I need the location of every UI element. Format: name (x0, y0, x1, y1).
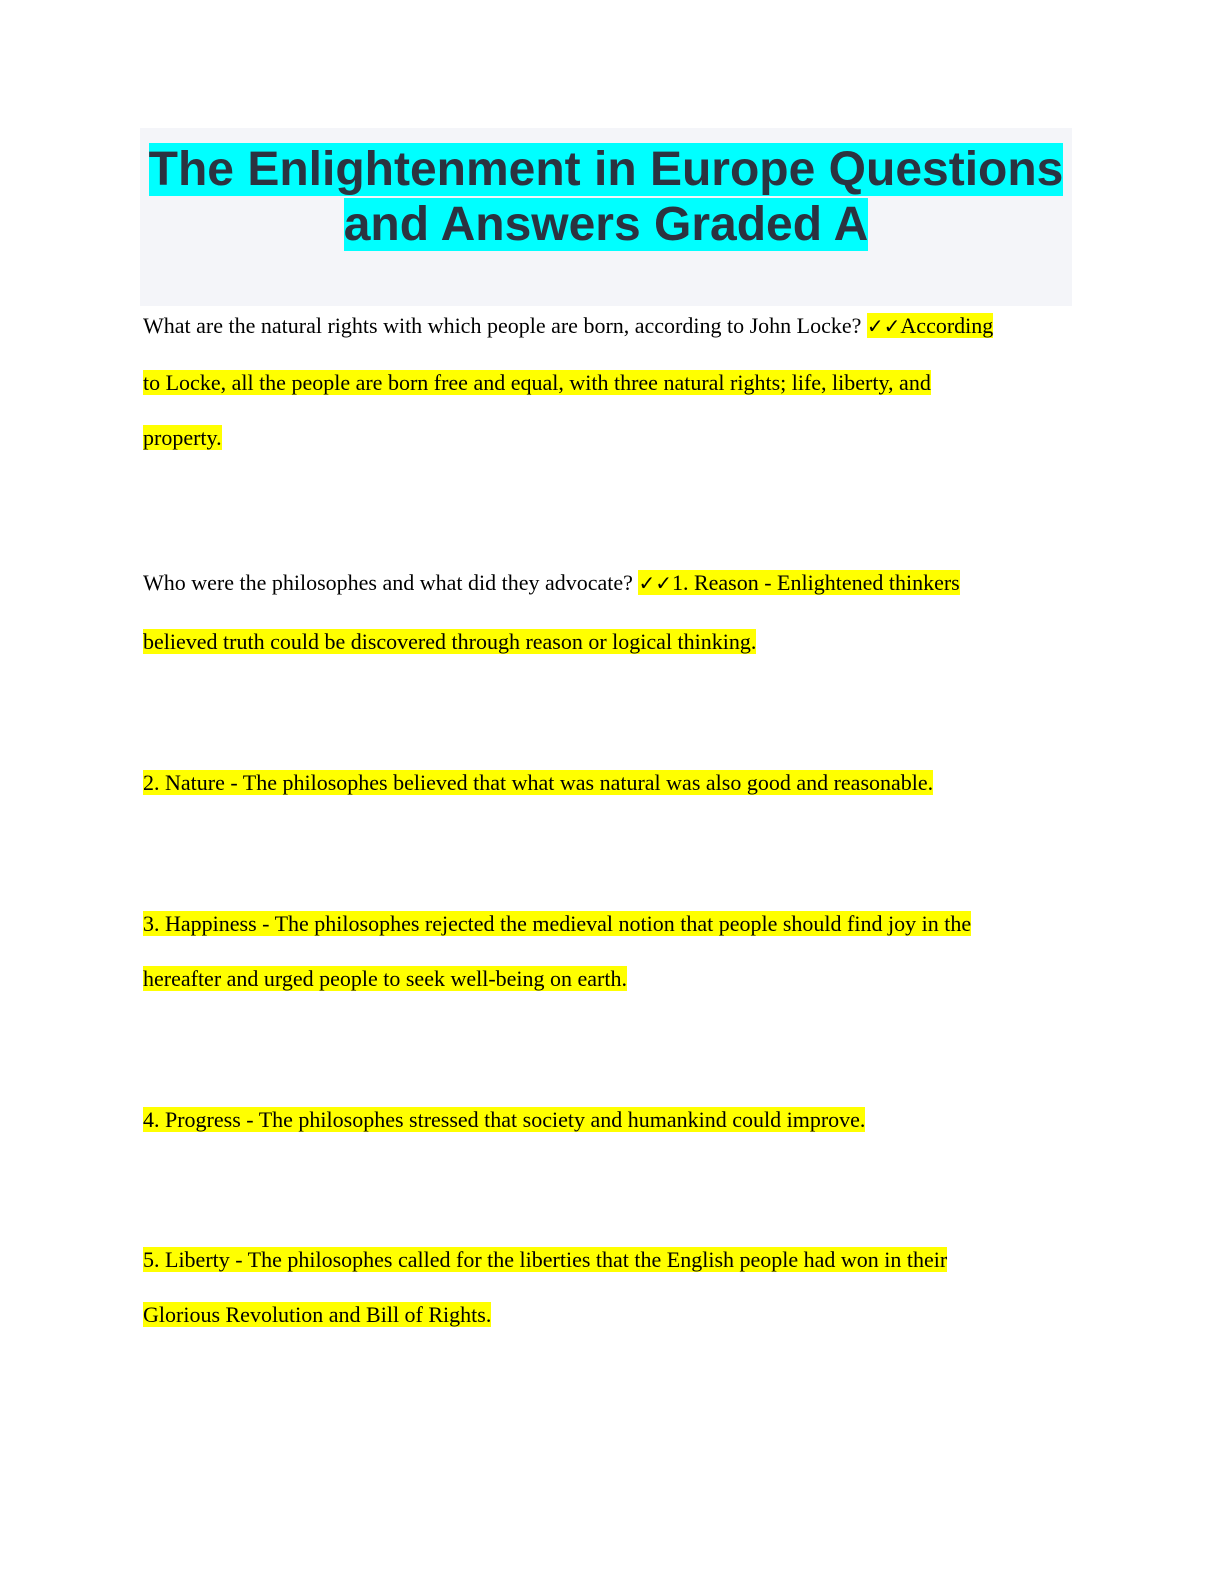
list-item-text: 4. Progress - The philosophes stressed that society and humankind could improve. (143, 1107, 866, 1132)
list-item (143, 1092, 1083, 1148)
question-text: What are the natural rights with which people are born, according to John Locke? (143, 313, 862, 338)
title-line-1: The Enlightenment in Europe Questions (148, 143, 1064, 196)
list-item (143, 896, 1083, 952)
list-item-continued (143, 951, 1083, 1007)
list-item-continued (143, 1287, 1083, 1343)
list-item-text: hereafter and urged people to seek well-being on earth. (143, 966, 627, 991)
list-item-text: 3. Happiness - The philosophes rejected the medieval notion that people should find joy in the (143, 911, 972, 936)
qa-block-2 (143, 555, 1083, 611)
qa-block-1 (143, 298, 1083, 354)
qa-block-2-line-2 (143, 614, 1083, 670)
qa-block-1-line-3 (143, 410, 1083, 466)
list-item-text: Glorious Revolution and Bill of Rights. (143, 1302, 492, 1327)
check-mark-icon: ✓✓ (866, 314, 901, 338)
answer-text: believed truth could be discovered through reason or logical thinking. (143, 629, 757, 654)
answer-text: 1. Reason - Enlightened thinkers (671, 570, 960, 595)
list-item-text: 2. Nature - The philosophes believed that what was natural was also good and reasonable. (143, 770, 934, 795)
answer-text: property. (143, 425, 222, 450)
answer-text: to Locke, all the people are born free and equal, with three natural rights; life, liberty, and (143, 370, 931, 395)
title-line-2: and Answers Graded A (343, 198, 869, 251)
list-item-text: 5. Liberty - The philosophes called for the liberties that the English people had won in their (143, 1247, 948, 1272)
list-item (143, 755, 1083, 811)
question-text: Who were the philosophes and what did they advocate? (143, 570, 633, 595)
answer-text: According (900, 313, 994, 338)
qa-block-1-line-2 (143, 355, 1083, 411)
page-title (140, 128, 1072, 252)
list-item (143, 1232, 1083, 1288)
title-banner (140, 128, 1072, 306)
check-mark-icon: ✓✓ (638, 571, 672, 595)
